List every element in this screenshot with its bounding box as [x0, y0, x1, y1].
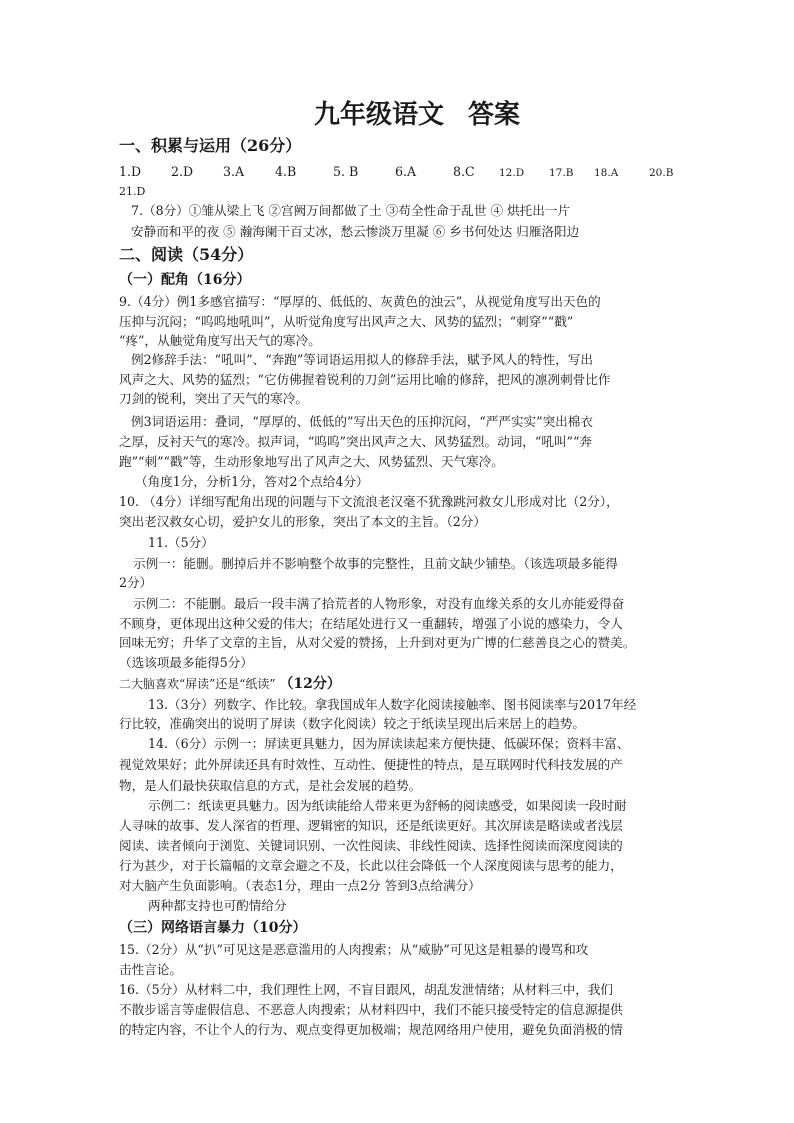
answer-line: 对大脑产生负面影响。（表态1分，理由一点2分 答到3点给满分）	[119, 878, 481, 893]
answer-line: 不顾身，更体现出这种父爱的伟大；在结尾处进行又一重翻转，增强了小说的感染力，令人	[119, 616, 623, 631]
mc-answer: 4.B	[275, 164, 297, 179]
mc-answer: 5. B	[333, 164, 359, 179]
section-heading-accumulation: 一、积累与运用（26分）	[119, 136, 302, 155]
part-heading-supporting-role: （一）配角（16分）	[119, 272, 251, 288]
answer-line: 的特定内容，不让个人的行为、观点变得更加极端；规范网络用户使用，避免负面消极的情	[119, 1022, 623, 1037]
part-heading-cyber-violence: （三）网络语言暴力（10分）	[119, 920, 307, 936]
mc-answer: 17.B	[549, 167, 574, 179]
answer-line: 风声之大、风势的猛烈；“它仿佛握着锐利的刀剑”运用比喻的修辞，把风的凛冽刺骨比作	[119, 372, 611, 387]
mc-answer: 6.A	[395, 164, 417, 179]
answer-line: 突出老汉救女心切，爱护女儿的形象，突出了本文的主旨。（2分）	[119, 514, 486, 529]
mc-answer: 12.D	[499, 167, 525, 179]
answer-line: 13.（3分）列数字、作比较。拿我国成年人数字化阅读接触率、图书阅读率与2017年经	[148, 697, 637, 712]
answer-line: 跑”“刺”“戳”等，生动形象地写出了风声之大、风势猛烈、天气寒冷。	[119, 454, 504, 469]
answer-line: 两种都支持也可酌情给分	[148, 898, 287, 913]
answer-line: 击性言论。	[119, 962, 182, 977]
answer-line: 示例一：能删。删掉后并不影响整个故事的完整性，且前文缺少铺垫。（该选项最多能得	[133, 556, 618, 571]
mc-answer: 21.D	[119, 185, 146, 198]
answer-line: 之厚，反衬天气的寒冷。拟声词，“呜呜”突出风声之大、风势猛烈。动词，“吼叫”“奔	[119, 434, 592, 449]
answer-line: 行为甚少，对于长篇幅的文章会避之不及，长此以往会降低一个人深度阅读与思考的能力，	[119, 858, 623, 873]
answer-line: 回味无穷；升华了文章的主旨，从对父爱的赞扬，上升到对更为广博的仁慈善良之心的赞美。	[119, 635, 636, 650]
mc-answer: 8.C	[453, 164, 475, 179]
answer-line: 人寻味的故事、发人深省的哲理、逻辑密的知识，还是纸读更好。其次屏读是略读或者浅层	[119, 818, 623, 833]
answer-line: 不散步谣言等虚假信息、不恶意人肉搜索；从材料四中，我们不能只接受特定的信息源提供	[119, 1002, 623, 1017]
answer-line: 示例二：纸读更具魅力。因为纸读能给人带来更为舒畅的阅读感受，如果阅读一段时耐	[148, 798, 627, 813]
answer-line: “疼”，从触觉角度写出天气的寒冷。	[119, 333, 321, 348]
mc-answer: 3.A	[223, 164, 245, 179]
answer-line: （角度1分，分析1分，答对2个点给4分）	[135, 474, 369, 489]
answer-line: 2分）	[119, 575, 153, 590]
page-title: 九年级语文 答案	[313, 100, 521, 130]
mc-answer: 20.B	[649, 167, 674, 179]
answer-line: 15.（2分）从“扒”可见这是恶意滥用的人肉搜索；从“威胁”可见这是粗暴的谩骂和攻	[119, 942, 589, 957]
answer-line: 14.（6分）示例一：屏读更具魅力，因为屏读读起来方便快捷、低碳环保；资料丰富、	[148, 736, 630, 751]
answer-line: 视觉效果好；此外屏读还具有时效性、互动性、便捷性的特点，是互联网时代科技发展的产	[119, 757, 623, 772]
mc-answer: 2.D	[171, 164, 194, 179]
answer-line: 例3词语运用：叠词，“厚厚的、低低的”写出天色的压抑沉闷，“严严实实”突出棉衣	[131, 414, 593, 429]
q7-answer-line: 7.（8分）①雏从梁上飞 ②宫阙万间都做了土 ③苟全性命于乱世 ④ 烘托出一片	[131, 203, 571, 218]
part-heading-screen-reading: 二大脑喜欢“屏读”还是“纸读” （12分）	[119, 676, 341, 692]
answer-line: 10. （4分）详细写配角出现的问题与下文流浪老汉毫不犹豫跳河救女儿形成对比（2分），	[119, 494, 619, 509]
answer-line: 16.（5分）从材料二中，我们理性上网，不盲目跟风，胡乱发泄情绪；从材料三中，我们	[119, 982, 614, 997]
answer-line: 物，是人们最快获取信息的方式，是社会发展的趋势。	[119, 778, 422, 793]
answer-line: 阅读、读者倾向于浏览、关键词识别、一次性阅读、非线性阅读、选择性阅读而深度阅读的	[119, 838, 623, 853]
answer-line: 刀剑的锐利，突出了天气的寒冷。	[119, 391, 308, 406]
section-heading-reading: 二、阅读（54分）	[119, 245, 254, 264]
answer-line: 9.（4分）例1多感官描写：“厚厚的、低低的、灰黄色的浊云”，从视觉角度写出天色的	[119, 294, 601, 309]
answer-line: 例2修辞手法：“吼叫”、“奔跑”等词语运用拟人的修辞手法，赋予风人的特性，写出	[131, 352, 593, 367]
q7-answer-line: 安静而和平的夜 ⑤ 瀚海阑干百丈冰，愁云惨淡万里凝 ⑥ 乡书何处达 归雁洛阳边	[131, 224, 580, 239]
mc-answer: 1.D	[119, 164, 142, 179]
mc-answer: 18.A	[594, 167, 619, 179]
answer-line: 压抑与沉闷；“呜呜地吼叫”，从听觉角度写出风声之大、风势的猛烈；“刺穿”“戳”	[119, 314, 574, 329]
answer-line: （选该项最多能得5分）	[119, 655, 253, 670]
answer-line: 示例二：不能删。最后一段丰满了拾荒者的人物形象，对没有血缘关系的女儿亦能爱得奋	[133, 596, 625, 611]
answer-line: 11.（5分）	[148, 535, 214, 550]
answer-line: 行比较，准确突出的说明了屏读（数字化阅读）较之于纸读呈现出后来居上的趋势。	[119, 716, 585, 731]
